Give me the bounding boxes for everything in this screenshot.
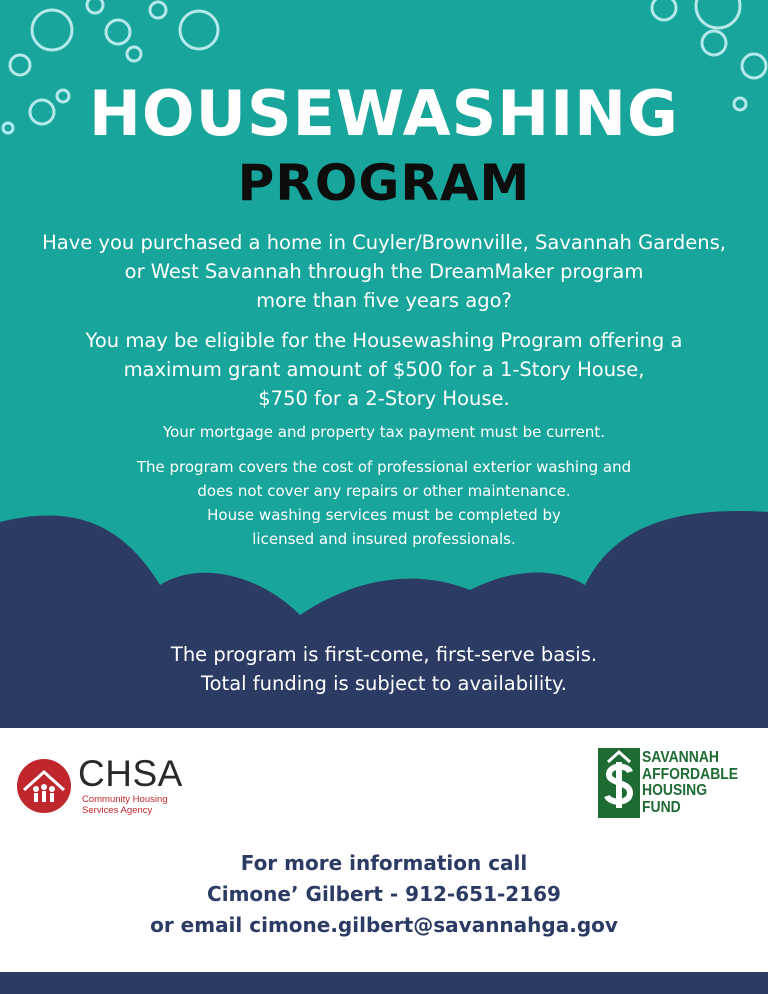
safh-line: AFFORDABLE bbox=[642, 765, 739, 783]
safh-line: HOUSING bbox=[642, 782, 708, 799]
first-come-paragraph bbox=[0, 640, 768, 698]
bubble-icon bbox=[180, 11, 218, 49]
dollar-house-icon bbox=[598, 748, 640, 818]
contact-heading: For more information call bbox=[240, 851, 528, 875]
contact-info bbox=[0, 848, 768, 941]
chsa-subtitle-line: Community Housing bbox=[82, 794, 168, 805]
chsa-subtitle-line: Services Agency bbox=[82, 805, 153, 816]
safh-line: SAVANNAH bbox=[642, 749, 719, 766]
eligibility-line: $750 for a 2-Story House. bbox=[258, 387, 510, 410]
bubble-icon bbox=[32, 10, 72, 50]
coverage-line: does not cover any repairs or other maintenance. bbox=[197, 482, 571, 500]
chsa-subtitle bbox=[82, 794, 168, 816]
requirement-text: Your mortgage and property tax payment must be current. bbox=[162, 423, 606, 441]
intro-line: more than five years ago? bbox=[256, 289, 512, 312]
chsa-logo bbox=[16, 752, 206, 822]
bubble-icon bbox=[127, 47, 141, 61]
bubble-icon bbox=[106, 20, 130, 44]
bubble-icon bbox=[87, 0, 103, 13]
title-line-2: PROGRAM bbox=[237, 154, 531, 212]
eligibility-paragraph bbox=[0, 326, 768, 413]
eligibility-line: maximum grant amount of $500 for a 1-Story House, bbox=[123, 358, 645, 381]
bubble-icon bbox=[742, 54, 766, 78]
title-line-1: HOUSEWASHING bbox=[89, 77, 679, 150]
safh-logo bbox=[598, 748, 748, 820]
coverage-line: licensed and insured professionals. bbox=[252, 530, 516, 548]
house-people-icon bbox=[16, 756, 76, 816]
coverage-paragraph bbox=[0, 455, 768, 551]
contact-phone[interactable]: Cimone’ Gilbert - 912-651-2169 bbox=[207, 882, 561, 906]
intro-line: or West Savannah through the DreamMaker program bbox=[124, 260, 644, 283]
bubble-icon bbox=[150, 2, 166, 18]
eligibility-line: You may be eligible for the Housewashing Program offering a bbox=[85, 329, 683, 352]
bubble-icon bbox=[10, 55, 30, 75]
intro-line: Have you purchased a home in Cuyler/Brownville, Savannah Gardens, bbox=[42, 231, 726, 254]
safh-line: FUND bbox=[642, 798, 681, 816]
intro-paragraph bbox=[0, 228, 768, 315]
first-come-line: The program is first-come, first-serve basis. bbox=[170, 643, 598, 666]
chsa-wordmark: CHSA bbox=[78, 753, 183, 794]
safh-wordmark bbox=[642, 750, 738, 816]
bubble-icon bbox=[696, 0, 740, 28]
bubble-icon bbox=[702, 31, 726, 55]
footer-bar bbox=[0, 972, 768, 994]
coverage-line: House washing services must be completed by bbox=[207, 506, 561, 524]
bubble-icon bbox=[652, 0, 676, 20]
first-come-line: Total funding is subject to availability. bbox=[201, 672, 567, 695]
coverage-line: The program covers the cost of professional exterior washing and bbox=[136, 458, 632, 476]
contact-email[interactable]: or email cimone.gilbert@savannahga.gov bbox=[150, 913, 618, 937]
